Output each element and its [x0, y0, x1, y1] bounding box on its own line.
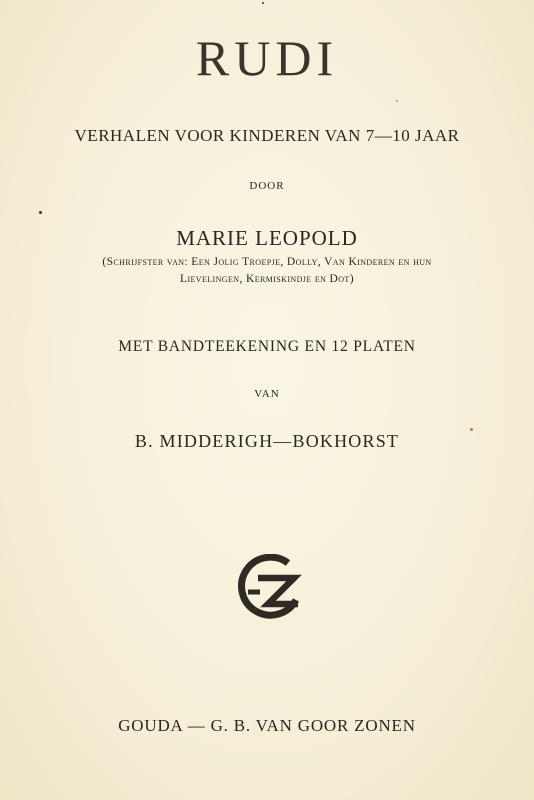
paper-speck [262, 2, 264, 4]
by-label: DOOR [249, 180, 285, 192]
paper-speck [396, 100, 398, 102]
paper-speck [470, 428, 473, 431]
author-works-line-1: (Schrijfster van: Een Jolig Troepje, Dolly, Van Kinderen en hun [102, 256, 432, 268]
author-works-line-2: Lievelingen, Kermiskindje en Dot) [180, 273, 354, 285]
illustrator-label: VAN [254, 388, 280, 400]
book-subtitle: VERHALEN VOOR KINDEREN VAN 7—10 JAAR [74, 126, 460, 145]
publisher-monogram-icon [238, 554, 304, 622]
author-name: MARIE LEOPOLD [176, 226, 358, 250]
illustrator-name: B. MIDDERIGH—BOKHORST [134, 431, 400, 451]
publisher-imprint: GOUDA — G. B. VAN GOOR ZONEN [118, 716, 416, 735]
book-title: RUDI [195, 30, 339, 86]
illustrations-note: MET BANDTEEKENING EN 12 PLATEN [118, 338, 416, 355]
paper-speck [39, 211, 42, 214]
author-works [0, 254, 534, 288]
